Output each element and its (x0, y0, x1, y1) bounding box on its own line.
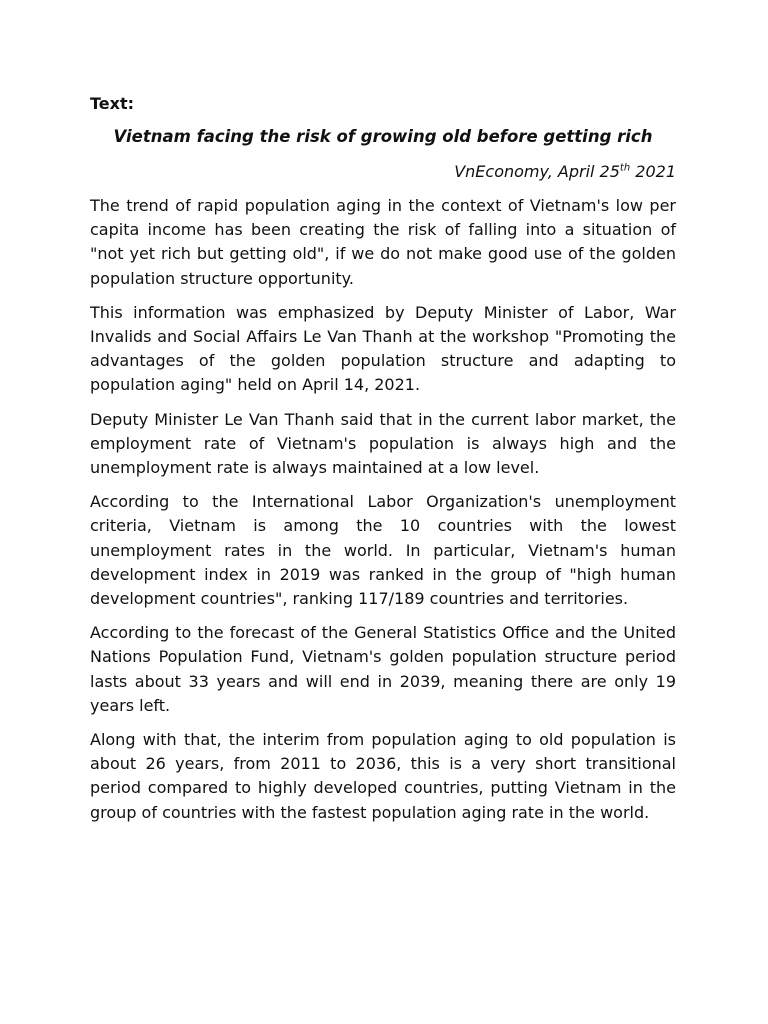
paragraph-5: According to the forecast of the General Statistics Office and the United Nations Population Fund, Vietnam's golden population structure period lasts about 33 years and will end in 2039, meaning there are only 19 years left. (90, 623, 676, 715)
source-outlet-date: VnEconomy, April 25 (454, 162, 620, 181)
source-day-suffix: th (619, 162, 631, 174)
paragraph-6: Along with that, the interim from population aging to old population is about 26 years, from 2011 to 2036, this is a very short transitional period compared to highly developed countries, putting Vietnam in the group of countries with the fastest population aging rate in the world. (90, 730, 676, 822)
paragraph-2: This information was emphasized by Deputy Minister of Labor, War Invalids and Social Affairs Le Van Thanh at the workshop "Promoting the advantages of the golden population structure and adapting to population aging" held on April 14, 2021. (90, 302, 676, 395)
document-page (90, 92, 676, 835)
paragraph-3: Deputy Minister Le Van Thanh said that in the current labor market, the employment rate of Vietnam's population is always high and the unemployment rate is always maintained at a low level. (90, 409, 676, 478)
paragraph-4: According to the International Labor Organization's unemployment criteria, Vietnam is among the 10 countries with the lowest unemployment rates in the world. In particular, Vietnam's human development index in 2019 was ranked in the group of "high human development countries", ranking 117/189 countries and territories. (90, 492, 676, 609)
text-label: Text: (90, 94, 135, 113)
article-title: Vietnam facing the risk of growing old before getting rich (113, 127, 653, 146)
source-year: 2021 (630, 162, 676, 181)
article-source (90, 160, 676, 184)
paragraph-1: The trend of rapid population aging in the context of Vietnam's low per capita income has been creating the risk of falling into a situation of "not yet rich but getting old", if we do not make good use of the golden population structure opportunity. (90, 196, 676, 288)
